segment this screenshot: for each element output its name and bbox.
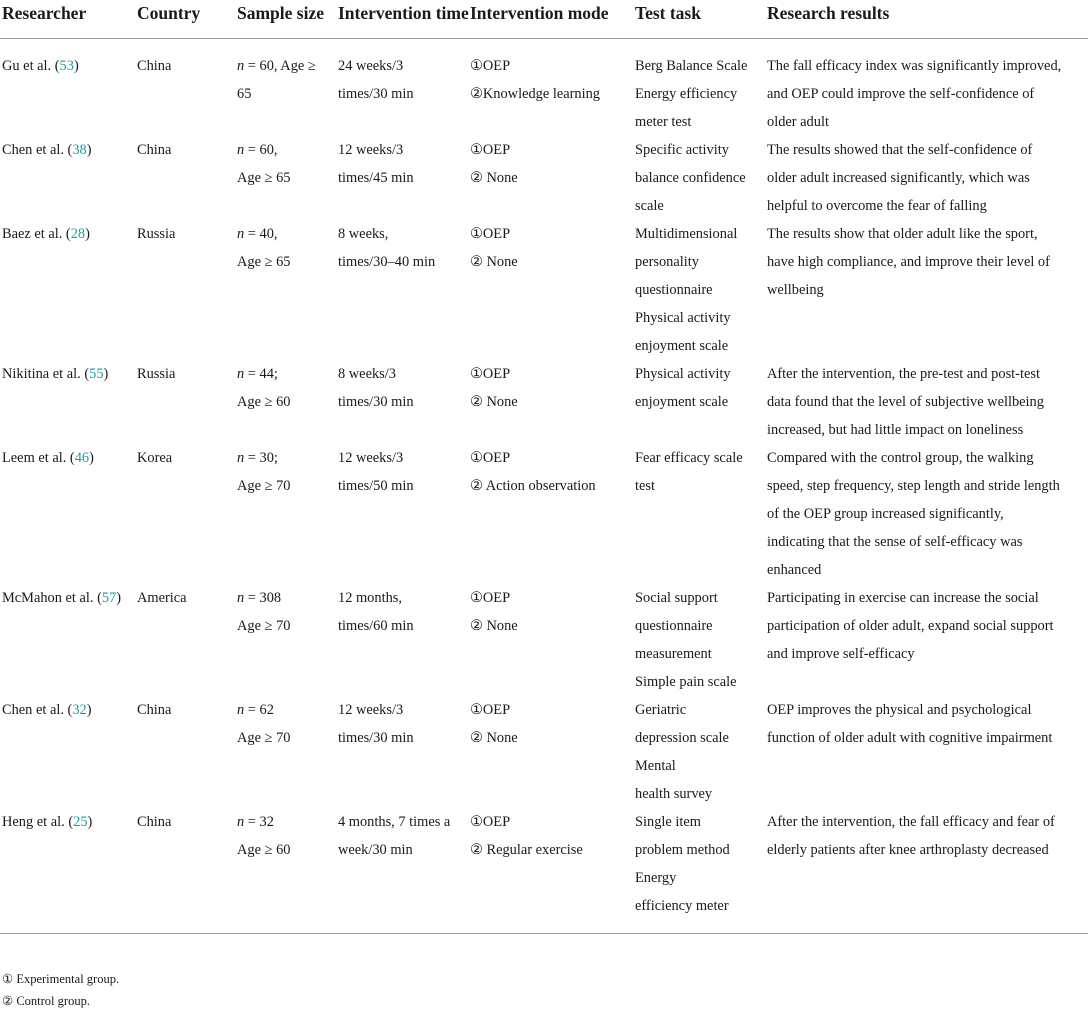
citation-link[interactable]: 25 <box>73 814 88 830</box>
cell-researcher <box>0 808 137 934</box>
table-row <box>0 808 1088 934</box>
cell-research-results: The results showed that the self-confidence of older adult increased significantly, which was helpful to overcome the fear of falling <box>767 142 1033 214</box>
header-researcher: Researcher <box>0 0 137 39</box>
citation-link[interactable]: 28 <box>70 226 86 242</box>
researcher-name: Gu et al. ( <box>2 58 60 74</box>
cell-country: China <box>137 808 237 934</box>
sample-detail: = 60, Age ≥ 65 <box>237 142 291 186</box>
cell-intervention-time: 12 weeks/3 times/30 min <box>338 702 414 746</box>
cell-intervention-mode: ①OEP ② Regular exercise <box>470 808 635 934</box>
cell-researcher <box>0 136 137 220</box>
cell-sample-size <box>237 136 338 220</box>
cell-researcher <box>0 220 137 360</box>
researcher-paren: ) <box>89 450 94 466</box>
table-footnotes <box>2 968 119 1012</box>
researcher-name: Leem et al. ( <box>2 450 75 466</box>
cell-sample-size <box>237 696 338 808</box>
cell-intervention-mode: ①OEP ② None <box>470 702 518 746</box>
citation-link[interactable]: 32 <box>72 702 87 718</box>
sample-n-symbol: n <box>237 450 245 466</box>
table-row <box>0 696 1088 808</box>
cell-test-task: Geriatric depression scale Mental health survey <box>635 702 729 802</box>
header-sample-size: Sample size <box>237 0 338 39</box>
cell-researcher <box>0 360 137 444</box>
sample-detail: = 30; Age ≥ 70 <box>237 450 291 494</box>
table-row <box>0 136 1088 220</box>
sample-n-symbol: n <box>237 814 245 830</box>
cell-research-results: OEP improves the physical and psychological function of older adult with cognitive impairment <box>767 702 1053 746</box>
researcher-paren: ) <box>103 366 109 382</box>
researcher-name: Heng et al. ( <box>2 814 74 830</box>
cell-test-task: Social support questionnaire measurement Simple pain scale <box>635 590 737 690</box>
sample-n-symbol: n <box>237 366 245 382</box>
cell-research-results: Compared with the control group, the walking speed, step frequency, step length and stride length of the OEP group increased significantly, indicating that the sense of self-efficacy was enhanced <box>767 450 1060 578</box>
sample-detail: = 32 Age ≥ 60 <box>237 814 291 858</box>
cell-research-results: After the intervention, the fall efficacy and fear of elderly patients after knee arthroplasty decreased <box>767 808 1088 934</box>
cell-intervention-time: 8 weeks/3 times/30 min <box>338 366 414 410</box>
header-intervention-mode: Intervention mode <box>470 0 635 39</box>
cell-sample-size <box>237 584 338 696</box>
cell-test-task: Fear efficacy scale test <box>635 450 743 494</box>
cell-test-task: Multidimensional personality questionnaire Physical activity enjoyment scale <box>635 226 738 354</box>
cell-intervention-time: 8 weeks, times/30–40 min <box>338 226 436 270</box>
cell-intervention-time: 12 weeks/3 times/45 min <box>338 142 414 186</box>
table-row <box>0 39 1088 137</box>
header-test-task: Test task <box>635 0 767 39</box>
cell-test-task: Physical activity enjoyment scale <box>635 366 731 410</box>
cell-intervention-mode: ①OEP ② None <box>470 366 518 410</box>
citation-link[interactable]: 57 <box>101 590 117 606</box>
cell-sample-size <box>237 808 338 934</box>
sample-n-symbol: n <box>237 58 245 74</box>
cell-sample-size <box>237 360 338 444</box>
cell-country: China <box>137 702 172 718</box>
header-row <box>0 0 1088 39</box>
researcher-name: Chen et al. ( <box>2 702 73 718</box>
researcher-name: McMahon et al. ( <box>2 590 102 606</box>
cell-country: America <box>137 590 187 606</box>
cell-researcher <box>0 444 137 584</box>
cell-sample-size <box>237 220 338 360</box>
cell-research-results: Participating in exercise can increase the social participation of older adult, expand social support and improve self-efficacy <box>767 590 1054 662</box>
cell-country: Russia <box>137 226 176 242</box>
researcher-paren: ) <box>86 702 92 718</box>
cell-researcher <box>0 696 137 808</box>
cell-test-task: Single item problem method Energy efficiency meter <box>635 808 767 934</box>
sample-detail: = 40, Age ≥ 65 <box>237 226 291 270</box>
table-row <box>0 584 1088 696</box>
researcher-name: Nikitina et al. ( <box>2 366 90 382</box>
header-research-results: Research results <box>767 0 1088 39</box>
cell-test-task: Berg Balance Scale Energy efficiency meter test <box>635 58 748 130</box>
cell-intervention-mode: ①OEP ② None <box>470 142 518 186</box>
cell-intervention-mode: ①OEP ② None <box>470 226 518 270</box>
researcher-paren: ) <box>116 590 122 606</box>
cell-country: China <box>137 142 172 158</box>
cell-intervention-time: 24 weeks/3 times/30 min <box>338 58 414 102</box>
sample-n-symbol: n <box>237 226 245 242</box>
sample-detail: = 60, Age ≥ 65 <box>237 58 316 102</box>
researcher-paren: ) <box>85 226 90 242</box>
cell-researcher <box>0 39 137 137</box>
researcher-paren: ) <box>87 814 93 830</box>
cell-intervention-mode: ①OEP ②Knowledge learning <box>470 58 600 102</box>
cell-researcher <box>0 584 137 696</box>
cell-research-results: The results show that older adult like the sport, have high compliance, and improve their level of wellbeing <box>767 226 1050 298</box>
sample-detail: = 62 Age ≥ 70 <box>237 702 291 746</box>
cell-sample-size <box>237 39 338 137</box>
researcher-paren: ) <box>73 58 79 74</box>
cell-intervention-time: 4 months, 7 times a week/30 min <box>338 808 470 934</box>
cell-country: China <box>137 58 172 74</box>
header-country: Country <box>137 0 237 39</box>
footnote-experimental: ① Experimental group. <box>2 972 120 986</box>
cell-research-results: After the intervention, the pre-test and post-test data found that the level of subjective wellbeing increased, but had little impact on loneliness <box>767 366 1044 438</box>
researcher-paren: ) <box>86 142 92 158</box>
cell-intervention-time: 12 weeks/3 times/50 min <box>338 450 414 494</box>
citation-link[interactable]: 46 <box>74 450 90 466</box>
cell-intervention-mode: ①OEP ② Action observation <box>470 450 596 494</box>
cell-intervention-time: 12 months, times/60 min <box>338 590 414 634</box>
citation-link[interactable]: 53 <box>59 58 74 74</box>
sample-n-symbol: n <box>237 702 245 718</box>
citation-link[interactable]: 55 <box>89 366 104 382</box>
sample-detail: = 308 Age ≥ 70 <box>237 590 291 634</box>
table-row <box>0 220 1088 360</box>
researcher-name: Chen et al. ( <box>2 142 73 158</box>
researcher-name: Baez et al. ( <box>2 226 71 242</box>
citation-link[interactable]: 38 <box>72 142 87 158</box>
cell-intervention-mode: ①OEP ② None <box>470 590 518 634</box>
table-row <box>0 444 1088 584</box>
sample-n-symbol: n <box>237 142 245 158</box>
footnote-control: ② Control group. <box>2 994 90 1008</box>
cell-sample-size <box>237 444 338 584</box>
cell-country: Russia <box>137 366 176 382</box>
cell-research-results: The fall efficacy index was significantly improved, and OEP could improve the self-confidence of older adult <box>767 58 1062 130</box>
sample-detail: = 44; Age ≥ 60 <box>237 366 291 410</box>
header-intervention-time: Intervention time <box>338 0 470 39</box>
cell-country: Korea <box>137 450 173 466</box>
table-row <box>0 360 1088 444</box>
sample-n-symbol: n <box>237 590 245 606</box>
cell-test-task: Specific activity balance confidence scale <box>635 142 746 214</box>
